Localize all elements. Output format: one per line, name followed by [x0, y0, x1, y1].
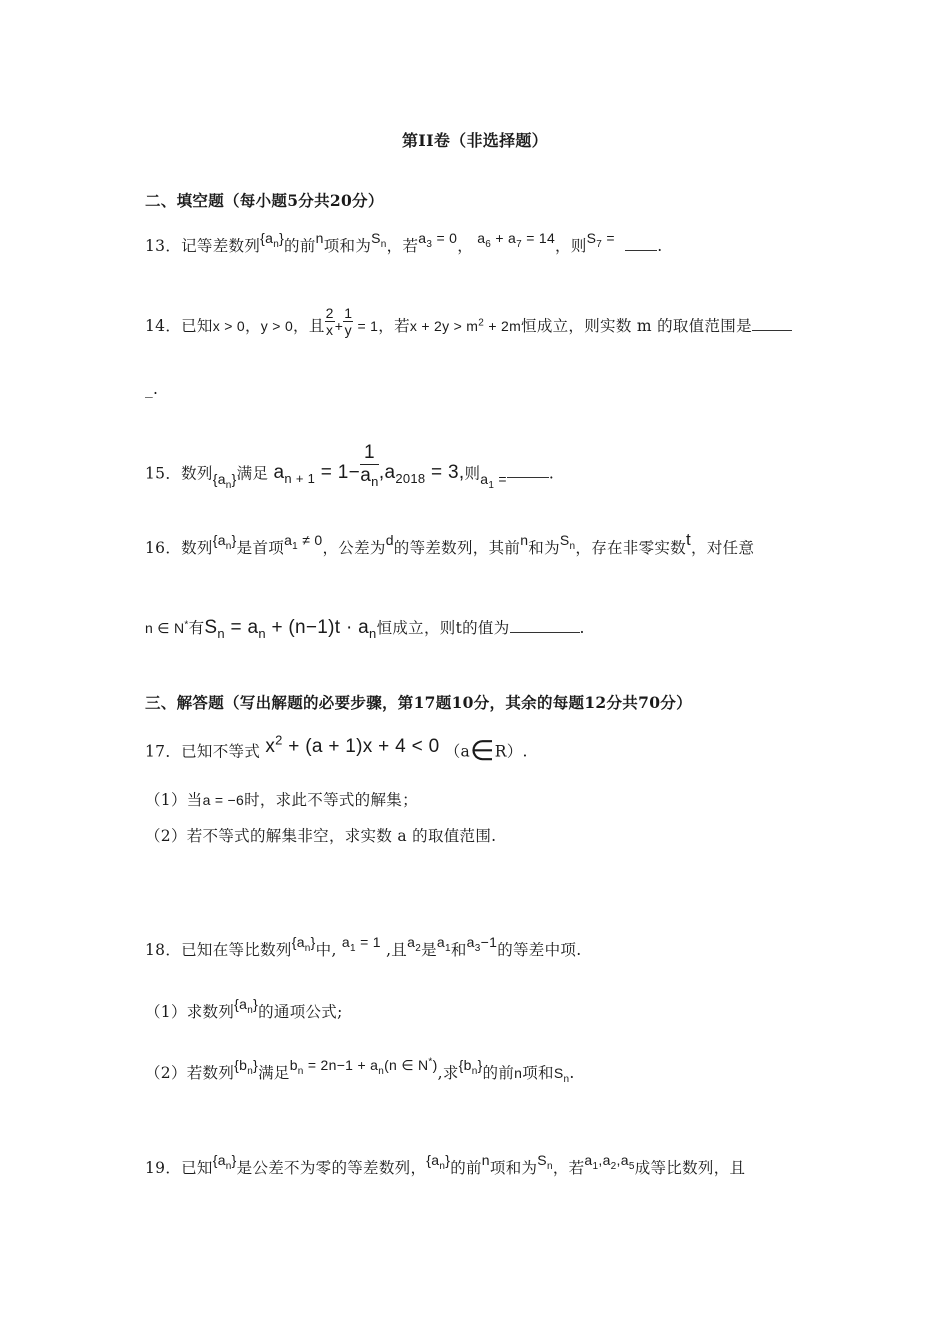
q15-recurrence: $a_{n + 1} = 1-$ $\frac{1}{a_n}$ $,a_{2018} = 3$,	[273, 442, 465, 489]
q13-cond-a6a7: $a_6 + a_7 = 14$	[473, 230, 556, 250]
q17-part2: （2）若不等式的解集非空，求实数 a 的取值范围.	[145, 827, 497, 845]
q18-part1: （1）求数列$\{a_n\}$的通项公式;	[145, 996, 343, 1021]
q19-number: 19．已知	[145, 1159, 213, 1177]
q14-continuation: _.	[145, 380, 159, 398]
answer-blank	[625, 249, 657, 251]
q16-number: 16．数列	[145, 539, 213, 557]
q17-part1: （1）当a = −6时，求此不等式的解集；	[145, 791, 418, 809]
question-15: 15．数列$\{a_n\}$满足 $a_{n + 1} = 1-$ $\frac{1}{a_n}$ $,a_{2018} = 3$,则$a_1$ = .	[145, 442, 555, 492]
answer-blank	[752, 329, 792, 331]
question-14: 14．已知x > 0，y > 0，且 $\frac{2}{x}$ + $\frac{1}{y}$ = 1，若$x + 2y > m^2 + 2m$恒成立，则实数 m 的取值范围是	[145, 311, 792, 344]
part2-heading: 二、填空题（每小题5分共20分）	[145, 191, 384, 210]
question-16-line2: n ∈ N*有$S_n = a_n + (n-1)t \cdot a_n$恒成立，则t的值为 .	[145, 617, 585, 641]
element-of-symbol: ∈	[470, 735, 495, 766]
question-19: 19．已知$\{a_n\}$是公差不为零的等差数列，$\{a_n\}$的前n项和为$S_n$，若$a_1,a_2,a_5$成等比数列，且	[145, 1152, 746, 1177]
q17-number: 17．已知不等式	[145, 742, 261, 761]
q17-inequality: $x^2 + (a + 1)x + 4 < 0$	[265, 732, 440, 757]
q13-cond-a3: $a_3 = 0$	[418, 230, 458, 250]
part3-heading: 三、解答题（写出解题的必要步骤，第17题10分，其余的每题12分共70分）	[145, 693, 692, 712]
q13-seq-an: $\{a_n\}$	[260, 230, 285, 250]
answer-blank	[507, 476, 549, 478]
q18-part2: （2）若数列$\{b_n\}$满足$b_n = 2n-1 + a_n(n$ ∈ N*),求$\{b_n\}$的前n项和$S_n$.	[145, 1056, 575, 1085]
q13-number: 13．记等差数列	[145, 237, 261, 255]
q18-number: 18．已知在等比数列	[145, 941, 292, 959]
q15-number: 15．数列	[145, 464, 213, 483]
question-17: 17．已知不等式 $x^2 + (a + 1)x + 4 < 0$ （a∈R）.	[145, 732, 528, 766]
question-13: 13．记等差数列$\{a_n\}$的前n项和为$S_n$，若$a_3 = 0$， $a_6 + a_7 = 14$，则$S_7$ = .	[145, 230, 663, 255]
q16-formula: $S_n = a_n + (n-1)t \cdot a_n$	[204, 617, 377, 641]
section-title: 第II卷（非选择题）	[402, 131, 548, 150]
question-16: 16．数列$\{a_n\}$是首项$a_1 \ne 0$，公差为d的等差数列，其前n和为$S_n$，存在非零实数t，对任意	[145, 530, 755, 557]
q14-fraction-eq: $\frac{2}{x}$ + $\frac{1}{y}$ = 1	[325, 305, 379, 338]
answer-blank	[510, 631, 580, 633]
q14-number: 14．已知	[145, 317, 213, 336]
question-18: 18．已知在等比数列$\{a_n\}$中, $a_1 = 1$ ,且$a_2$是$a_1$和$a_3-1$的等差中项.	[145, 934, 582, 959]
